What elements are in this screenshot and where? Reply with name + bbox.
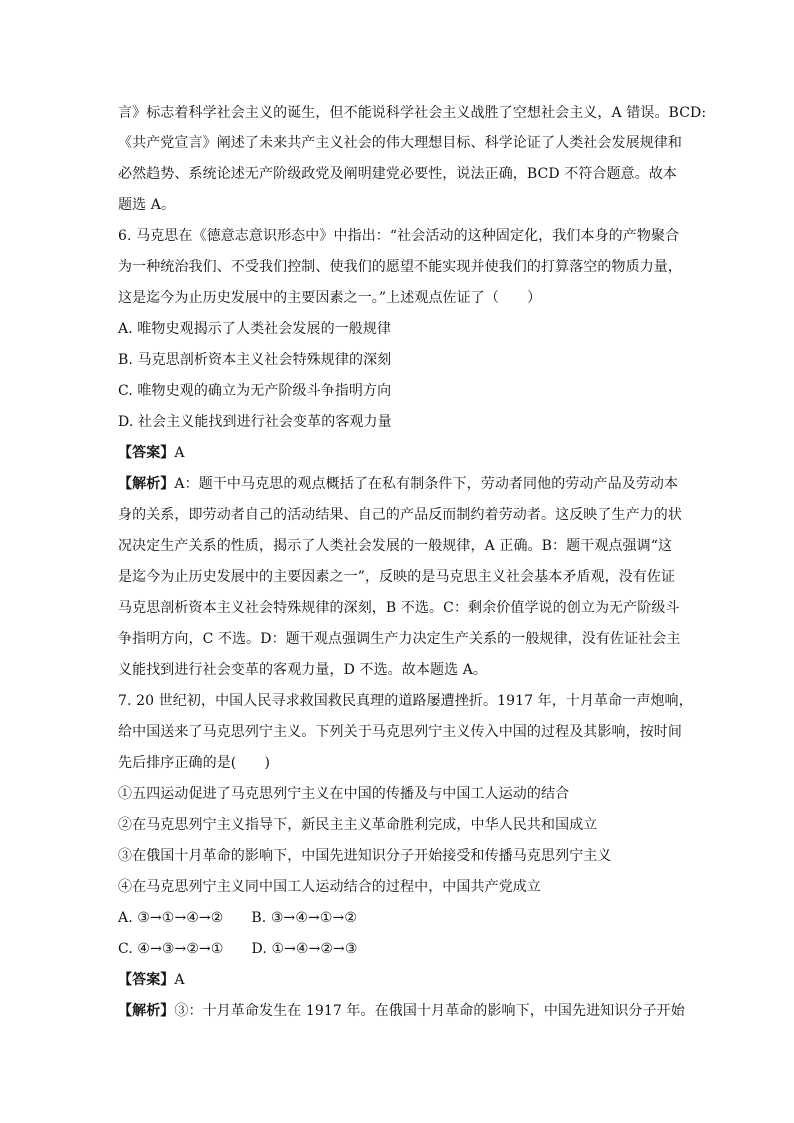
q6-analysis-line: [118, 475, 678, 493]
answer-value: A: [174, 972, 185, 988]
q6-analysis-line: 争指明方向，C 不选。D：题干观点强调生产力决定生产关系的一般规律，没有佐证社会主: [118, 631, 681, 647]
prev-explanation-line: 《共产党宣言》阐述了未来共产主义社会的伟大理想目标、科学论证了人类社会发展规律和: [118, 135, 682, 151]
q6-stem-line: 6. 马克思在《德意志意识形态中》中指出：“社会活动的这种固定化，我们本身的产物聚合: [118, 228, 680, 244]
q7-analysis-line: [118, 1002, 685, 1020]
q7-option-c: C. ④→③→②→①: [118, 941, 224, 957]
answer-label: 【答案】: [118, 972, 175, 988]
q6-option-b: B. 马克思剖析资本主义社会特殊规律的深刻: [118, 352, 392, 368]
q7-item: ④在马克思列宁主义同中国工人运动结合的过程中，中国共产党成立: [118, 879, 541, 895]
q6-option-c: C. 唯物史观的确立为无产阶级斗争指明方向: [118, 383, 392, 399]
q7-options-row: [118, 940, 678, 958]
q7-stem-line: 7. 20 世纪初，中国人民寻求救国救民真理的道路屡遭挫折。1917 年，十月革命一声炮响，: [118, 693, 693, 709]
q7-option-d: D. ①→④→②→③: [251, 941, 358, 957]
answer-label: 【答案】: [118, 445, 175, 461]
q7-item: ②在马克思列宁主义指导下，新民主主义革命胜利完成，中华人民共和国成立: [118, 817, 598, 833]
q6-analysis-line: 身的关系，即劳动者自己的活动结果、自己的产品反而制约着劳动者。这反映了生产力的状: [118, 507, 682, 523]
q6-analysis-line: 况决定生产关系的性质，揭示了人类社会发展的一般规律，A 正确。B：题干观点强调“这: [118, 538, 673, 554]
analysis-text: ③：十月革命发生在 1917 年。在俄国十月革命的影响下，中国先进知识分子开始: [174, 1003, 685, 1019]
q6-option-d: D. 社会主义能找到进行社会变革的客观力量: [118, 414, 392, 430]
q7-stem-line: 先后排序正确的是( ): [118, 755, 271, 771]
q6-analysis-line: 义能找到进行社会变革的客观力量，D 不选。故本题选 A。: [118, 662, 488, 678]
q7-options-row: [118, 909, 678, 927]
q6-analysis-line: 是迄今为止历史发展中的主要因素之一”，反映的是马克思主义社会基本矛盾观，没有佐证: [118, 569, 676, 585]
q6-stem-line: 这是迄今为止历史发展中的主要因素之一。”上述观点佐证了（ ）: [118, 290, 542, 306]
q6-analysis-line: 马克思剖析资本主义社会特殊规律的深刻，B 不选。C：剩余价值学说的创立为无产阶级斗: [118, 600, 680, 616]
prev-explanation-line: 言》标志着科学社会主义的诞生，但不能说科学社会主义战胜了空想社会主义，A 错误。BCD:: [118, 105, 707, 121]
q6-option-a: A. 唯物史观揭示了人类社会发展的一般规律: [118, 321, 392, 337]
q6-answer: [118, 444, 678, 462]
q7-item: ③在俄国十月革命的影响下，中国先进知识分子开始接受和传播马克思列宁主义: [118, 848, 612, 864]
prev-explanation-line: 题选 A。: [118, 197, 176, 213]
q7-option-b: B. ③→④→①→②: [251, 910, 357, 926]
analysis-text: A：题干中马克思的观点概括了在私有制条件下，劳动者同他的劳动产品及劳动本: [174, 476, 679, 492]
answer-value: A: [174, 445, 185, 461]
q7-option-a: A. ③→①→④→②: [118, 910, 224, 926]
analysis-label: 【解析】: [118, 1003, 175, 1019]
q7-stem-line: 给中国送来了马克思列宁主义。下列关于马克思列宁主义传入中国的过程及其影响，按时间: [118, 724, 682, 740]
q7-item: ①五四运动促进了马克思列宁主义在中国的传播及与中国工人运动的结合: [118, 786, 570, 802]
q7-answer: [118, 971, 678, 989]
q6-stem-line: 为一种统治我们、不受我们控制、使我们的愿望不能实现并使我们的打算落空的物质力量，: [118, 259, 682, 275]
analysis-label: 【解析】: [118, 476, 175, 492]
prev-explanation-line: 必然趋势、系统论述无产阶级政党及阐明建党必要性，说法正确，BCD 不符合题意。故本: [118, 166, 678, 182]
